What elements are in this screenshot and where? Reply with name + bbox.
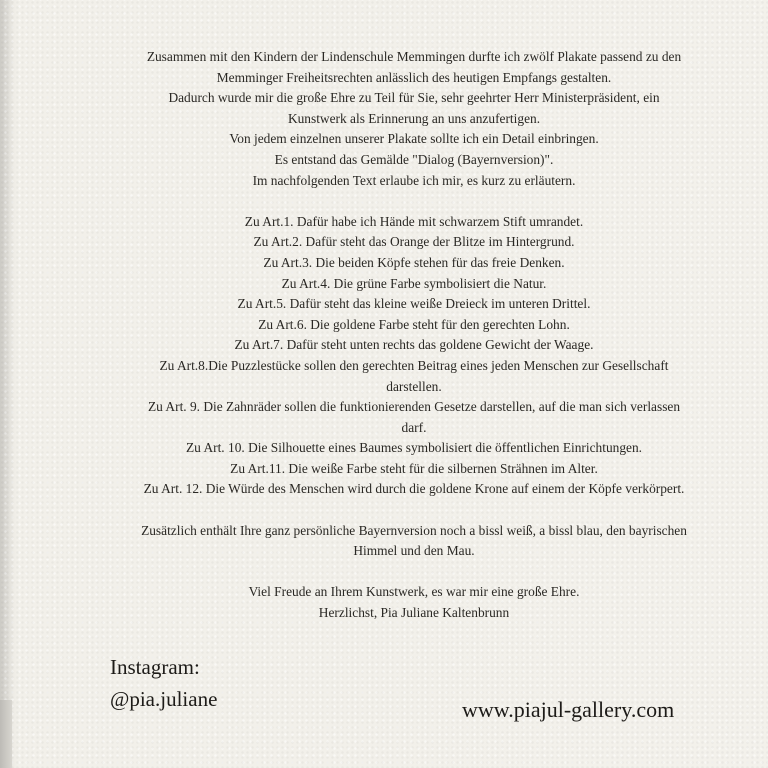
article-line: Zu Art.8.Die Puzzlestücke sollen den gerechten Beitrag eines jeden Menschen zur Gesellschaft bbox=[159, 357, 669, 373]
intro-line: Kunstwerk als Erinnerung an uns anzufertigen. bbox=[287, 110, 541, 126]
website-link[interactable]: www.piajul-gallery.com bbox=[462, 697, 675, 722]
article-line: Zu Art.11. Die weiße Farbe steht für die silbernen Strähnen im Alter. bbox=[230, 460, 598, 476]
article-line: darf. bbox=[401, 419, 427, 435]
articles-list bbox=[84, 212, 744, 500]
intro-line: Dadurch wurde mir die große Ehre zu Teil für Sie, sehr geehrter Herr Ministerpräsident, ein bbox=[168, 90, 660, 106]
closing-line: Viel Freude an Ihrem Kunstwerk, es war mir eine große Ehre. bbox=[248, 584, 580, 600]
paragraph-gap bbox=[84, 562, 744, 583]
intro-line: Von jedem einzelnen unserer Plakate sollte ich ein Detail einbringen. bbox=[229, 131, 599, 147]
letter-body bbox=[84, 47, 744, 624]
additional-line: Zusätzlich enthält Ihre ganz persönliche Bayernversion noch a bissl weiß, a bissl blau, den bayrischen bbox=[141, 522, 687, 538]
intro-line: Im nachfolgenden Text erlaube ich mir, es kurz zu erläutern. bbox=[252, 172, 576, 188]
paragraph-gap bbox=[84, 191, 744, 212]
instagram-handle[interactable]: @pia.juliane bbox=[110, 687, 218, 711]
article-line: Zu Art.3. Die beiden Köpfe stehen für das freie Denken. bbox=[263, 254, 565, 270]
paper-edge-shadow bbox=[0, 0, 14, 768]
article-line: Zu Art. 10. Die Silhouette eines Baumes symbolisiert die öffentlichen Einrichtungen. bbox=[185, 440, 643, 456]
intro-paragraph bbox=[84, 47, 744, 191]
article-line: Zu Art.7. Dafür steht unten rechts das goldene Gewicht der Waage. bbox=[234, 337, 594, 353]
intro-line: Es entstand das Gemälde "Dialog (Bayernversion)". bbox=[274, 151, 554, 167]
additional-paragraph bbox=[84, 521, 744, 562]
article-line: Zu Art.6. Die goldene Farbe steht für den gerechten Lohn. bbox=[258, 316, 570, 332]
article-line: darstellen. bbox=[386, 378, 442, 394]
closing-paragraph bbox=[84, 582, 744, 623]
article-line: Zu Art.5. Dafür steht das kleine weiße Dreieck im unteren Drittel. bbox=[237, 296, 591, 312]
instagram-label: Instagram: bbox=[110, 655, 200, 679]
intro-line: Zusammen mit den Kindern der Lindenschule Memmingen durfte ich zwölf Plakate passend zu den bbox=[146, 49, 682, 64]
instagram-block bbox=[110, 651, 217, 715]
article-line: Zu Art.1. Dafür habe ich Hände mit schwarzem Stift umrandet. bbox=[244, 213, 584, 229]
intro-line: Memminger Freiheitsrechten anlässlich des heutigen Empfangs gestalten. bbox=[216, 69, 612, 85]
article-line: Zu Art. 12. Die Würde des Menschen wird durch die goldene Krone auf einem der Köpfe verkörpert. bbox=[143, 481, 685, 497]
article-line: Zu Art.2. Dafür steht das Orange der Blitze im Hintergrund. bbox=[253, 234, 575, 250]
paragraph-gap bbox=[84, 500, 744, 521]
additional-line: Himmel und den Mau. bbox=[353, 543, 475, 559]
article-line: Zu Art.4. Die grüne Farbe symbolisiert die Natur. bbox=[281, 275, 547, 291]
article-line: Zu Art. 9. Die Zahnräder sollen die funktionierenden Gesetze darstellen, auf die man sich verlassen bbox=[147, 399, 681, 415]
signature-line: Herzlichst, Pia Juliane Kaltenbrunn bbox=[318, 605, 510, 621]
background-strip bbox=[0, 700, 12, 768]
